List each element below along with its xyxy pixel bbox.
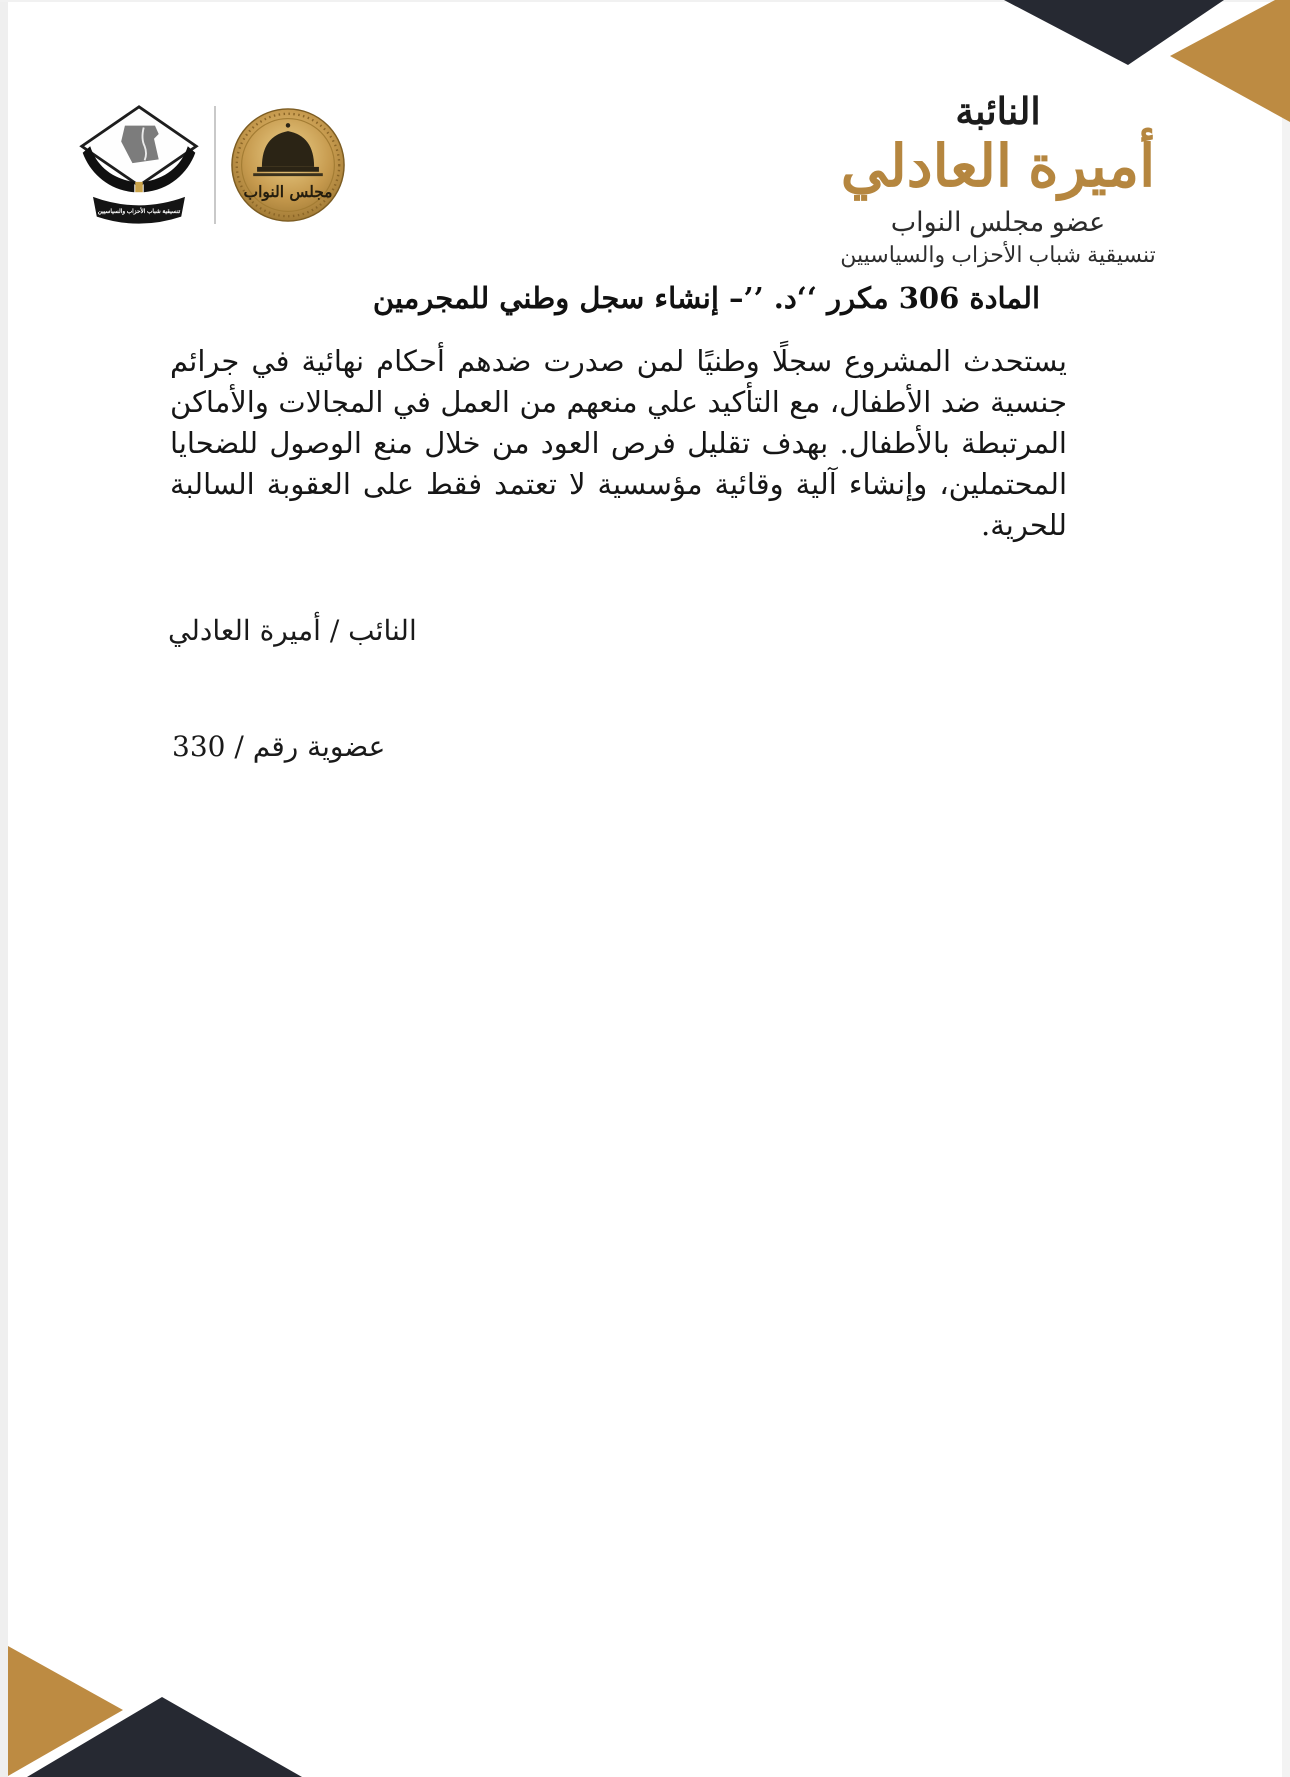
header-title-small: النائبة — [955, 91, 1041, 132]
article-title: المادة 306 مكرر ‘‘د. ’’– إنشاء سجل وطني للمجرمين — [372, 281, 1040, 315]
letterhead-header — [828, 90, 1168, 268]
page-edge-left — [0, 0, 8, 1777]
membership-number: عضوية رقم / 330 — [172, 730, 386, 763]
eagle-shield-icon — [135, 182, 143, 192]
page-edge-top — [0, 0, 1290, 2]
dome-steps — [253, 173, 323, 176]
dome-finial — [286, 123, 290, 127]
header-mp-name: أميرة العادلي — [840, 134, 1156, 199]
dome-base — [257, 167, 319, 172]
corner-triangle-bottom-left-gold — [8, 1646, 123, 1776]
coordination-ribbon-text: تنسيقية شباب الأحزاب والسياسيين — [97, 208, 184, 215]
logo-divider — [214, 106, 216, 224]
logo-group — [78, 95, 346, 235]
coordination-emblem-logo — [78, 95, 200, 235]
corner-triangle-top-right-gold — [1170, 0, 1290, 122]
parliament-seal-logo — [230, 107, 346, 223]
article-body-paragraph: يستحدث المشروع سجلًا وطنيًا لمن صدرت ضدهم أحكام نهائية في جرائم جنسية ضد الأطفال، مع التأكيد علي منعهم من العمل في المجالات والأماكن المرتبطة بالأطفال. بهدف تقليل فرص العود من خلال منع الوصول للضحايا المحتملين، وإنشاء آلية وقائية مؤسسية لا تعتمد فقط على العقوبة السالبة للحرية. — [170, 344, 1067, 542]
corner-triangle-top-right-black — [1004, 0, 1224, 65]
parliament-seal-text: مجلس النواب — [243, 181, 333, 201]
page-edge-right — [1282, 0, 1290, 1777]
header-organization: تنسيقية شباب الأحزاب والسياسيين — [840, 241, 1156, 267]
header-role: عضو مجلس النواب — [890, 206, 1106, 237]
signature-line: النائب / أميرة العادلي — [168, 614, 417, 647]
corner-triangle-bottom-left-black — [27, 1697, 302, 1777]
